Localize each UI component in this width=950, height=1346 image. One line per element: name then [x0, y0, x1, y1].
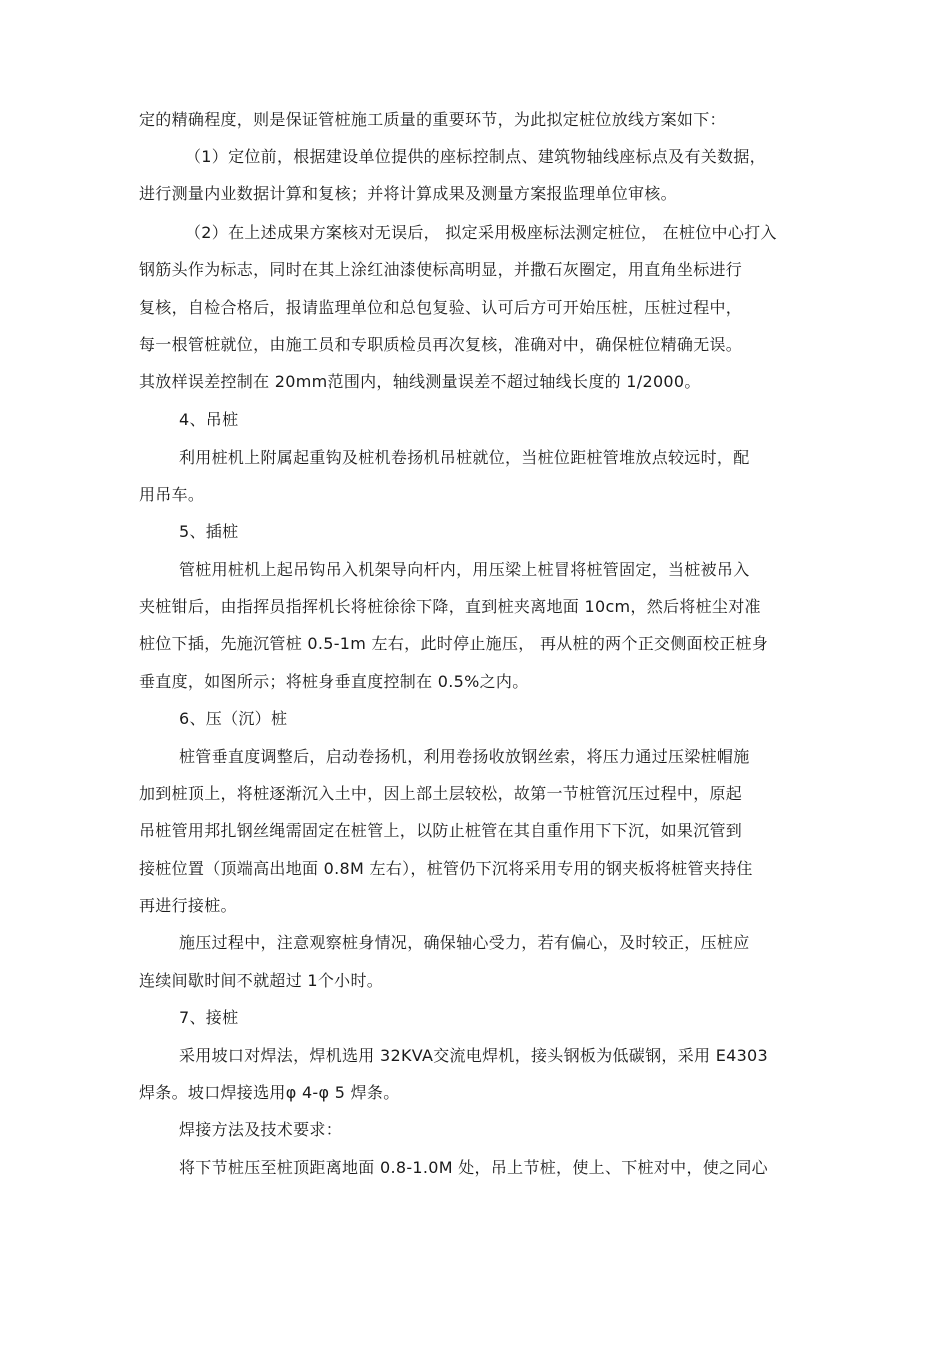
paragraph-line: （2）在上述成果方案核对无误后， 拟定采用极座标法测定桩位， 在桩位中心打入 [185, 223, 777, 242]
paragraph-line: 桩管垂直度调整后，启动卷扬机，利用卷扬收放钢丝索，将压力通过压梁桩帽施 [179, 747, 750, 766]
section-heading-lift-pile: 4、吊桩 [179, 410, 239, 429]
paragraph-line: 垂直度，如图所示；将桩身垂直度控制在 0.5%之内。 [139, 672, 529, 691]
paragraph-line: 加到桩顶上，将桩逐渐沉入土中，因上部土层较松，故第一节桩管沉压过程中，原起 [139, 784, 743, 803]
paragraph-line: 采用坡口对焊法，焊机选用 32KVA交流电焊机，接头钢板为低碳钢，采用 E4303 [179, 1046, 769, 1065]
paragraph-line: 连续间歇时间不就超过 1个小时。 [139, 971, 384, 990]
paragraph-line: 进行测量内业数据计算和复核；并将计算成果及测量方案报监理单位审核。 [139, 184, 677, 203]
paragraph-line: 定的精确程度，则是保证管桩施工质量的重要环节，为此拟定桩位放线方案如下： [139, 110, 726, 129]
paragraph-line: 其放样误差控制在 20mm范围内，轴线测量误差不超过轴线长度的 1/2000。 [139, 372, 701, 391]
section-heading-press-pile: 6、压（沉）桩 [179, 709, 288, 728]
paragraph-line: 复核，自检合格后，报请监理单位和总包复验、认可后方可开始压桩，压桩过程中， [139, 298, 743, 317]
section-heading-join-pile: 7、接桩 [179, 1008, 239, 1027]
paragraph-line: 接桩位置（顶端高出地面 0.8M 左右），桩管仍下沉将采用专用的钢夹板将桩管夹持住 [139, 859, 753, 878]
paragraph-line: 桩位下插，先施沉管桩 0.5-1m 左右，此时停止施压， 再从桩的两个正交侧面校正桩身 [139, 634, 769, 653]
paragraph-line: （1）定位前，根据建设单位提供的座标控制点、建筑物轴线座标点及有关数据， [185, 147, 766, 166]
paragraph-line: 每一根管桩就位，由施工员和专职质检员再次复核，准确对中，确保桩位精确无误。 [139, 335, 743, 354]
paragraph-line: 再进行接桩。 [139, 896, 237, 915]
paragraph-line: 利用桩机上附属起重钩及桩机卷扬机吊桩就位，当桩位距桩管堆放点较远时，配 [179, 448, 750, 467]
section-heading-insert-pile: 5、插桩 [179, 522, 239, 541]
paragraph-line: 夹桩钳后，由指挥员指挥机长将桩徐徐下降，直到桩夹离地面 10cm，然后将桩尘对准 [139, 597, 761, 616]
paragraph-line: 将下节桩压至桩顶距离地面 0.8-1.0M 处，吊上节桩，使上、下桩对中，使之同心 [179, 1158, 768, 1177]
paragraph-line: 施压过程中，注意观察桩身情况，确保轴心受力，若有偏心，及时较正，压桩应 [179, 933, 750, 952]
paragraph-line: 吊桩管用邦扎钢丝绳需固定在桩管上，以防止桩管在其自重作用下下沉，如果沉管到 [139, 821, 743, 840]
paragraph-line: 用吊车。 [139, 485, 205, 504]
paragraph-line: 焊条。坡口焊接选用φ 4-φ 5 焊条。 [139, 1083, 400, 1102]
paragraph-line: 钢筋头作为标志，同时在其上涂红油漆使标高明显，并撒石灰圈定，用直角坐标进行 [139, 260, 743, 279]
paragraph-line: 焊接方法及技术要求： [179, 1120, 343, 1139]
paragraph-line: 管桩用桩机上起吊钩吊入机架导向杆内，用压梁上桩冒将桩管固定，当桩被吊入 [179, 560, 750, 579]
